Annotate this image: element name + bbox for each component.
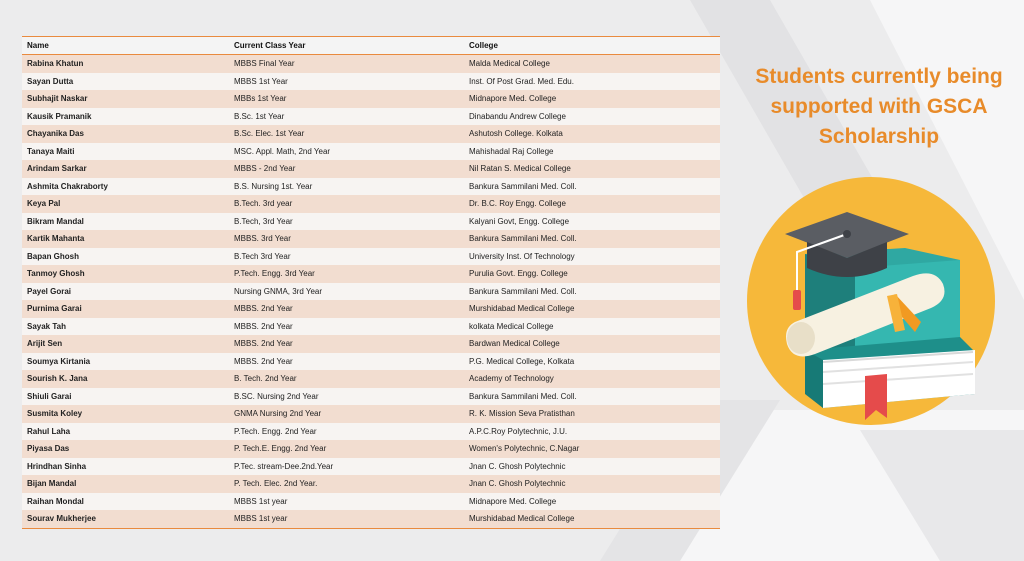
college-name: Dinabandu Andrew College (464, 108, 720, 126)
class-year: B.Tech 3rd Year (229, 248, 464, 266)
table-row (22, 265, 720, 283)
table-row (22, 493, 720, 511)
class-year: MSC. Appl. Math, 2nd Year (229, 143, 464, 161)
student-name: Hrindhan Sinha (22, 458, 229, 476)
college-name: Purulia Govt. Engg. College (464, 265, 720, 283)
student-name: Bijan Mandal (22, 475, 229, 493)
student-name: Kartik Mahanta (22, 230, 229, 248)
table-row (22, 353, 720, 371)
college-name: Academy of Technology (464, 370, 720, 388)
table-row (22, 423, 720, 441)
table-row (22, 388, 720, 406)
college-name: Bankura Sammilani Med. Coll. (464, 283, 720, 301)
student-name: Shiuli Garai (22, 388, 229, 406)
college-name: Jnan C. Ghosh Polytechnic (464, 475, 720, 493)
class-year: B.Tech. 3rd year (229, 195, 464, 213)
student-name: Susmita Koley (22, 405, 229, 423)
class-year: B.S. Nursing 1st. Year (229, 178, 464, 196)
header-class-year: Current Class Year (229, 37, 464, 55)
student-name: Chayanika Das (22, 125, 229, 143)
table-row (22, 178, 720, 196)
table-row (22, 108, 720, 126)
student-name: Sourish K. Jana (22, 370, 229, 388)
student-name: Tanaya Maiti (22, 143, 229, 161)
table-row (22, 213, 720, 231)
header-name: Name (22, 37, 229, 55)
class-year: B.Tech, 3rd Year (229, 213, 464, 231)
student-name: Ashmita Chakraborty (22, 178, 229, 196)
class-year: B.SC. Nursing 2nd Year (229, 388, 464, 406)
student-name: Raihan Mondal (22, 493, 229, 511)
student-name: Purnima Garai (22, 300, 229, 318)
student-name: Bapan Ghosh (22, 248, 229, 266)
college-name: Kalyani Govt, Engg. College (464, 213, 720, 231)
table-row (22, 405, 720, 423)
table-row (22, 248, 720, 266)
table-row (22, 318, 720, 336)
scholarship-table-container (22, 36, 720, 529)
table-header-row (22, 37, 720, 55)
student-name: Soumya Kirtania (22, 353, 229, 371)
class-year: MBBS. 3rd Year (229, 230, 464, 248)
student-name: Sayak Tah (22, 318, 229, 336)
class-year: MBBS 1st year (229, 510, 464, 528)
page-title: Students currently being supported with GSCA Scholarship (755, 65, 1003, 148)
table-row (22, 300, 720, 318)
class-year: P.Tec. stream-Dee.2nd.Year (229, 458, 464, 476)
college-name: Mahishadal Raj College (464, 143, 720, 161)
college-name: Midnapore Med. College (464, 90, 720, 108)
college-name: P.G. Medical College, Kolkata (464, 353, 720, 371)
college-name: Midnapore Med. College (464, 493, 720, 511)
college-name: kolkata Medical College (464, 318, 720, 336)
table-row (22, 125, 720, 143)
student-name: Sayan Dutta (22, 73, 229, 91)
class-year: P. Tech.E. Engg. 2nd Year (229, 440, 464, 458)
table-body (22, 55, 720, 529)
class-year: MBBS. 2nd Year (229, 353, 464, 371)
table-row (22, 475, 720, 493)
class-year: MBBS - 2nd Year (229, 160, 464, 178)
table-row (22, 143, 720, 161)
college-name: Dr. B.C. Roy Engg. College (464, 195, 720, 213)
class-year: B.Sc. Elec. 1st Year (229, 125, 464, 143)
class-year: MBBS. 2nd Year (229, 300, 464, 318)
table-row (22, 230, 720, 248)
class-year: MBBS Final Year (229, 55, 464, 73)
header-college: College (464, 37, 720, 55)
table-row (22, 283, 720, 301)
class-year: MBBs 1st Year (229, 90, 464, 108)
student-name: Tanmoy Ghosh (22, 265, 229, 283)
student-name: Kausik Pramanik (22, 108, 229, 126)
student-name: Arindam Sarkar (22, 160, 229, 178)
class-year: Nursing GNMA, 3rd Year (229, 283, 464, 301)
college-name: Jnan C. Ghosh Polytechnic (464, 458, 720, 476)
college-name: Inst. Of Post Grad. Med. Edu. (464, 73, 720, 91)
college-name: Bankura Sammilani Med. Coll. (464, 388, 720, 406)
college-name: Women's Polytechnic, C.Nagar (464, 440, 720, 458)
graduation-cap-books-diploma-icon (745, 172, 997, 430)
table-row (22, 195, 720, 213)
college-name: University Inst. Of Technology (464, 248, 720, 266)
class-year: MBBS 1st year (229, 493, 464, 511)
college-name: Bankura Sammilani Med. Coll. (464, 178, 720, 196)
students-table (22, 36, 720, 529)
class-year: B.Sc. 1st Year (229, 108, 464, 126)
table-row (22, 440, 720, 458)
college-name: Murshidabad Medical College (464, 300, 720, 318)
table-row (22, 55, 720, 73)
class-year: GNMA Nursing 2nd Year (229, 405, 464, 423)
table-row (22, 90, 720, 108)
table-row (22, 370, 720, 388)
college-name: Ashutosh College. Kolkata (464, 125, 720, 143)
student-name: Sourav Mukherjee (22, 510, 229, 528)
student-name: Subhajit Naskar (22, 90, 229, 108)
class-year: MBBS 1st Year (229, 73, 464, 91)
class-year: MBBS. 2nd Year (229, 318, 464, 336)
student-name: Arijit Sen (22, 335, 229, 353)
student-name: Piyasa Das (22, 440, 229, 458)
table-row (22, 73, 720, 91)
table-row (22, 458, 720, 476)
student-name: Keya Pal (22, 195, 229, 213)
class-year: P.Tech. Engg. 3rd Year (229, 265, 464, 283)
class-year: B. Tech. 2nd Year (229, 370, 464, 388)
college-name: A.P.C.Roy Polytechnic, J.U. (464, 423, 720, 441)
college-name: Bankura Sammilani Med. Coll. (464, 230, 720, 248)
class-year: MBBS. 2nd Year (229, 335, 464, 353)
college-name: Murshidabad Medical College (464, 510, 720, 528)
college-name: Nil Ratan S. Medical College (464, 160, 720, 178)
class-year: P.Tech. Engg. 2nd Year (229, 423, 464, 441)
table-row (22, 160, 720, 178)
student-name: Rabina Khatun (22, 55, 229, 73)
student-name: Bikram Mandal (22, 213, 229, 231)
student-name: Rahul Laha (22, 423, 229, 441)
college-name: R. K. Mission Seva Pratisthan (464, 405, 720, 423)
college-name: Malda Medical College (464, 55, 720, 73)
college-name: Bardwan Medical College (464, 335, 720, 353)
table-row (22, 335, 720, 353)
table-row (22, 510, 720, 528)
student-name: Payel Gorai (22, 283, 229, 301)
class-year: P. Tech. Elec. 2nd Year. (229, 475, 464, 493)
